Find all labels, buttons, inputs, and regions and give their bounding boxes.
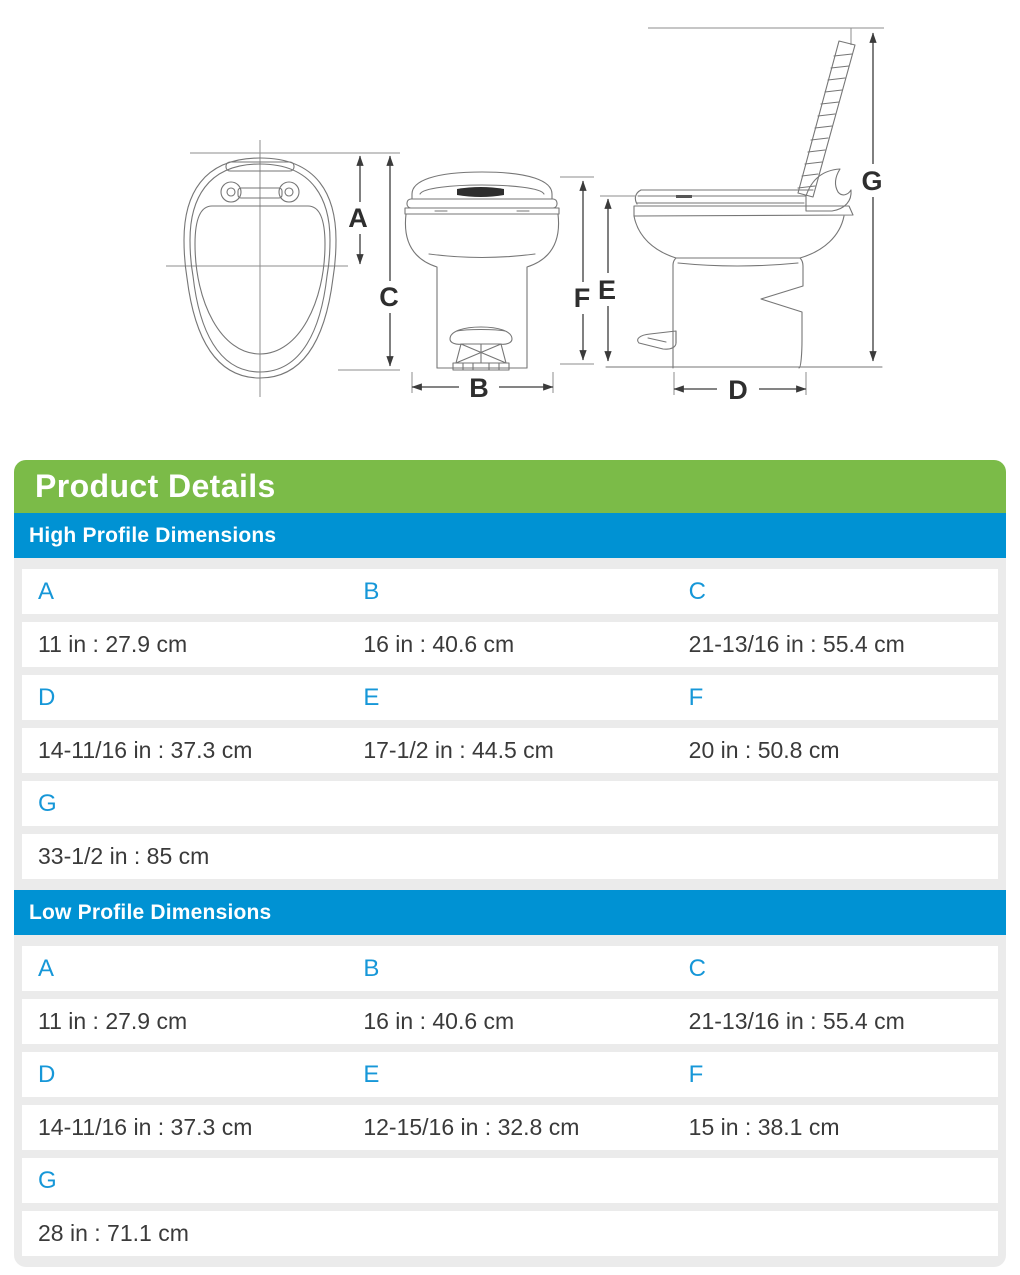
dim-label-g: G bbox=[861, 166, 883, 196]
dim-value-row bbox=[22, 728, 998, 773]
dim-value-cell: 11 in : 27.9 cm bbox=[38, 631, 188, 657]
dim-label-d: D bbox=[728, 375, 748, 405]
dim-letter-cell: A bbox=[38, 954, 55, 982]
dimension-diagram bbox=[0, 0, 1020, 450]
page-title: Product Details bbox=[35, 468, 276, 504]
dim-letter-row bbox=[22, 569, 998, 614]
toilet-front-view bbox=[405, 172, 594, 403]
dim-value-cell: 17-1/2 in : 44.5 cm bbox=[363, 737, 554, 763]
dim-letter-cell: B bbox=[363, 954, 380, 982]
flush-pedal-side bbox=[638, 331, 676, 349]
dim-label-f: F bbox=[573, 283, 591, 313]
dim-value-row bbox=[22, 999, 998, 1044]
dim-label-e: E bbox=[597, 275, 617, 305]
section-body-low-profile bbox=[14, 935, 1006, 1267]
dim-letter-cell: E bbox=[363, 683, 380, 711]
dim-letter-row bbox=[22, 675, 998, 720]
lid-vent-slot bbox=[457, 187, 504, 197]
dim-value-row bbox=[22, 834, 998, 879]
dim-letter-row bbox=[22, 781, 998, 826]
dim-value-cell: 16 in : 40.6 cm bbox=[363, 631, 515, 657]
dim-letter-cell: C bbox=[688, 954, 706, 982]
dim-letter-row bbox=[22, 946, 998, 991]
section-header-high-profile bbox=[14, 513, 1006, 558]
dim-letter-row bbox=[22, 1158, 998, 1203]
open-lid bbox=[798, 41, 855, 197]
dim-value-row bbox=[22, 1211, 998, 1256]
dim-value-cell: 14-11/16 in : 37.3 cm bbox=[38, 737, 253, 763]
dim-value-cell: 11 in : 27.9 cm bbox=[38, 1008, 188, 1034]
dim-value-cell: 33-1/2 in : 85 cm bbox=[38, 843, 210, 869]
dim-value-cell: 20 in : 50.8 cm bbox=[688, 737, 840, 763]
section-header-low-profile bbox=[14, 890, 1006, 935]
dim-value-cell: 28 in : 71.1 cm bbox=[38, 1220, 189, 1246]
dim-value-row bbox=[22, 1105, 998, 1150]
dim-label-b: B bbox=[469, 373, 489, 403]
section-heading: Low Profile Dimensions bbox=[29, 900, 272, 924]
dim-label-a: A bbox=[348, 203, 368, 233]
section-body-high-profile bbox=[14, 558, 1006, 890]
dim-letter-cell: E bbox=[363, 1060, 380, 1088]
dim-value-cell: 21-13/16 in : 55.4 cm bbox=[688, 1008, 905, 1034]
dim-value-cell: 12-15/16 in : 32.8 cm bbox=[363, 1114, 580, 1140]
dim-label-c: C bbox=[379, 282, 399, 312]
dim-value-row bbox=[22, 622, 998, 667]
dim-letter-cell: A bbox=[38, 577, 55, 605]
dim-letter-cell: F bbox=[688, 1060, 704, 1088]
flush-pedal-front bbox=[450, 327, 512, 370]
dim-value-cell: 15 in : 38.1 cm bbox=[688, 1114, 840, 1140]
dim-value-cell: 14-11/16 in : 37.3 cm bbox=[38, 1114, 253, 1140]
card-title-bar bbox=[14, 460, 1006, 513]
product-details-card bbox=[14, 460, 1006, 1267]
section-heading: High Profile Dimensions bbox=[29, 523, 277, 547]
dim-letter-cell: D bbox=[38, 1060, 56, 1088]
dim-value-cell: 16 in : 40.6 cm bbox=[363, 1008, 515, 1034]
dim-letter-cell: B bbox=[363, 577, 380, 605]
toilet-top-view bbox=[166, 140, 400, 397]
dim-letter-cell: F bbox=[688, 683, 704, 711]
dim-value-cell: 21-13/16 in : 55.4 cm bbox=[688, 631, 905, 657]
dim-letter-cell: D bbox=[38, 683, 56, 711]
dim-letter-cell: G bbox=[38, 789, 57, 817]
toilet-side-view bbox=[598, 28, 884, 405]
dim-letter-row bbox=[22, 1052, 998, 1097]
dim-letter-cell: C bbox=[688, 577, 706, 605]
dim-letter-cell: G bbox=[38, 1166, 57, 1194]
